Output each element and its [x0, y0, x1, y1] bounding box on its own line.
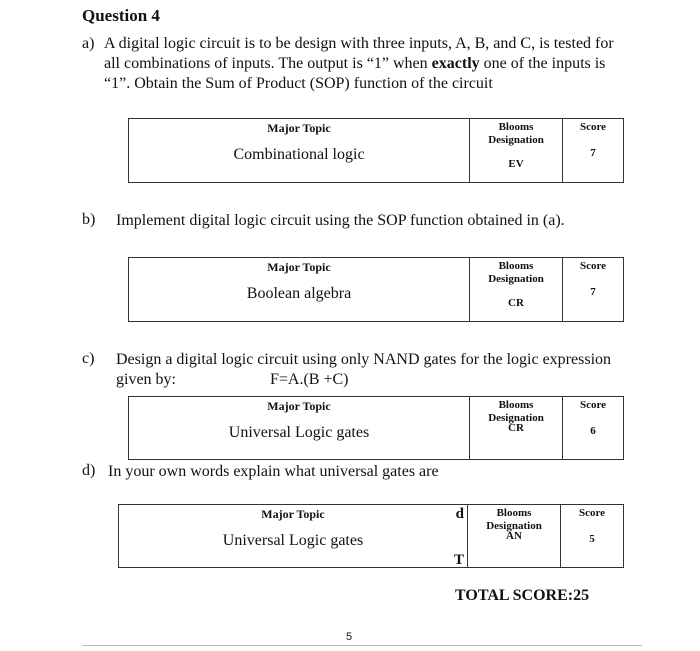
score-header: Score: [579, 399, 607, 411]
blooms-value: AN: [506, 530, 522, 542]
part-c-topic-table: [128, 396, 624, 460]
part-a-label: a): [82, 35, 95, 52]
major-topic-header: Major Topic: [267, 399, 331, 413]
stray-d: d: [455, 506, 464, 522]
score-header: Score: [579, 260, 607, 272]
part-b-label: b): [82, 211, 96, 228]
major-topic-value: Universal Logic gates: [222, 532, 364, 549]
score-cell: [563, 119, 624, 183]
blooms-header: Blooms Designation: [488, 260, 544, 285]
blooms-cell: [468, 505, 561, 568]
blooms-value: CR: [508, 297, 524, 309]
blooms-value: CR: [508, 422, 524, 434]
major-topic-cell: [129, 258, 470, 322]
blooms-header: Blooms Designation: [488, 121, 544, 146]
part-c-line-2: given by:: [116, 371, 176, 388]
part-d-text: In your own words explain what universal gates are: [108, 463, 439, 480]
major-topic-cell: [119, 505, 468, 568]
blooms-header: Blooms Designation: [488, 399, 544, 424]
part-b-topic-table: [128, 257, 624, 322]
blooms-header: Blooms Designation: [486, 507, 542, 532]
major-topic-cell: [129, 119, 470, 183]
major-topic-header: Major Topic: [267, 121, 331, 135]
part-d-label: d): [82, 462, 96, 479]
score-value: 7: [590, 147, 596, 159]
blooms-cell: [470, 119, 563, 183]
major-topic-header: Major Topic: [267, 260, 331, 274]
major-topic-value: Boolean algebra: [246, 285, 352, 302]
score-header: Score: [579, 121, 607, 133]
major-topic-header: Major Topic: [261, 507, 325, 521]
score-header: Score: [578, 507, 606, 519]
blooms-cell: [470, 397, 563, 460]
part-a-line-1: A digital logic circuit is to be design with three inputs, A, B, and C, is tested for: [104, 35, 614, 52]
part-a-line-3: “1”. Obtain the Sum of Product (SOP) function of the circuit: [104, 75, 493, 92]
part-c-line-1: Design a digital logic circuit using only NAND gates for the logic expression: [116, 351, 612, 368]
part-c-label: c): [82, 350, 95, 367]
score-value: 7: [590, 286, 596, 298]
emphasis-exactly: exactly: [431, 55, 480, 72]
blooms-value: EV: [508, 158, 524, 170]
score-cell: [563, 258, 624, 322]
stray-t: T: [453, 552, 464, 568]
major-topic-value: Combinational logic: [233, 146, 365, 163]
part-b-text: Implement digital logic circuit using the SOP function obtained in (a).: [116, 212, 565, 229]
score-value: 5: [589, 533, 595, 545]
part-d-topic-table: [118, 504, 624, 568]
score-cell: [563, 397, 624, 460]
question-title: Question 4: [82, 6, 160, 25]
logic-expression: F=A.(B +C): [270, 371, 349, 388]
page-number: 5: [346, 631, 353, 643]
part-a-topic-table: [128, 118, 624, 183]
score-value: 6: [590, 425, 596, 437]
part-a-line-2: all combinations of inputs. The output is “1” when exactly one of the inputs is: [104, 55, 606, 72]
blooms-cell: [470, 258, 563, 322]
page-bottom-divider: [82, 645, 642, 646]
score-cell: [561, 505, 624, 568]
total-score: TOTAL SCORE:25: [455, 587, 590, 604]
major-topic-cell: [129, 397, 470, 460]
part-a-text: [104, 34, 644, 94]
major-topic-value: Universal Logic gates: [228, 424, 370, 441]
